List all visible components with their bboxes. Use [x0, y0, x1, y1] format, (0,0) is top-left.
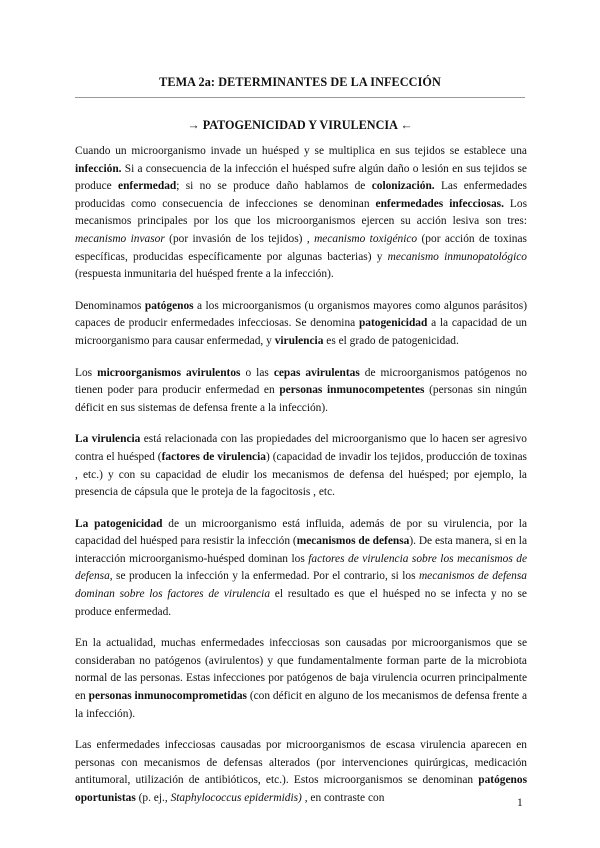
paragraph-actualidad: [75, 635, 527, 723]
term-factores-de-virulencia: factores de virulencia: [161, 450, 266, 463]
text-run: ; si no se produce daño hablamos de: [176, 180, 372, 193]
title-divider: [75, 97, 525, 98]
text-run: En la actualidad, muchas enfermedades infecciosas son causadas por microorganismos que se consideraban no patógenos (avirulentos) y que fundamentalmente forman parte de la microbiota normal de las personas. Estas infecciones por patógenos de baja virulencia ocurren principalmente en: [75, 637, 527, 703]
term-infeccion: infección.: [75, 162, 122, 175]
page-number: 1: [517, 797, 523, 809]
text-run: (respuesta inmunitaria del huésped frente a la infección).: [75, 268, 334, 281]
italic-phrase: mecanismos de defensa dominan sobre los factores de virulencia: [75, 570, 527, 601]
paragraph-infeccion: [75, 143, 527, 284]
text-run: (por invasión de los tejidos) ,: [164, 232, 315, 245]
term-mecanismos-de-defensa: mecanismos de defensa: [296, 535, 410, 548]
term-cepas-avirulentas: cepas avirulentas: [273, 366, 360, 379]
text-run: a la capacidad de un microorganismo para causar enfermedad, y: [75, 317, 527, 347]
document-title: TEMA 2a: DETERMINANTES DE LA INFECCIÓN: [159, 75, 441, 89]
text-run: o las: [240, 366, 274, 379]
term-mecanismo-toxigenico: mecanismo toxigénico: [314, 232, 418, 245]
text-run: (p. ej.,: [135, 792, 171, 804]
term-patogenos: patógenos: [144, 299, 194, 312]
term-enfermedad: enfermedad: [118, 180, 177, 193]
text-run: ). De esta manera, si en la interacción microorganismo-huésped dominan los: [75, 535, 527, 565]
text-run: , en contraste con: [301, 792, 385, 804]
text-run: Las enfermedades producidas como consecuencia de infecciones se denominan: [75, 180, 527, 210]
text-run: es el grado de patogenicidad.: [323, 334, 459, 347]
text-run: Los: [75, 366, 98, 379]
paragraph-oportunistas: [75, 737, 527, 807]
term-la-patogenicidad: La patogenicidad: [75, 517, 163, 530]
text-run: Cuando un microorganismo invade un huésped y se multiplica en sus tejidos se establece una: [75, 145, 527, 157]
section-heading: → PATOGENICIDAD Y VIRULENCIA ←: [187, 118, 413, 132]
term-virulencia: virulencia: [274, 334, 324, 347]
text-run: Si a consecuencia de la infección el huésped sufre algún daño o lesión en sus tejidos se produce: [75, 162, 527, 193]
paragraph-virulencia: [75, 431, 527, 501]
term-personas-inmunocompetentes: personas inmunocompetentes: [279, 384, 425, 397]
term-enfermedades-infecciosas: enfermedades infecciosas.: [375, 197, 504, 210]
paragraph-patogenicidad: [75, 516, 527, 622]
term-patogenos-oportunistas: patógenos oportunistas: [75, 774, 527, 804]
text-run: Denominamos: [75, 299, 145, 312]
text-run: ) (capacidad de invadir los tejidos, producción de toxinas , etc.) y con su capacidad de eludir los mecanismos de defensa del huésped; por ejemplo, la presencia de cápsula que le proteja de la fagocitosis , etc.: [75, 450, 527, 499]
term-colonizacion: colonización.: [371, 180, 435, 193]
term-mecanismo-invasor: mecanismo invasor: [75, 232, 165, 245]
term-personas-inmunocomprometidas: personas inmunocomprometidas: [88, 690, 247, 703]
text-run: está relacionada con las propiedades del microorganismo que lo hacen ser agresivo contra el huésped (: [75, 433, 527, 463]
document-body: [75, 143, 527, 822]
paragraph-avirulentos: [75, 365, 527, 418]
text-run: Los mecanismos principales por los que los microorganismos ejercen su acción lesiva son tres:: [75, 197, 527, 228]
species-name: Staphylococcus epidermidis): [170, 792, 302, 804]
term-la-virulencia: La virulencia: [75, 433, 141, 446]
text-run: a los microorganismos (u organismos mayores como algunos parásitos) capaces de producir enfermedades infecciosas. Se denomina: [75, 299, 527, 330]
text-run: de microorganismos patógenos no tienen poder para producir enfermedad en: [75, 366, 528, 397]
text-run: , se producen la infección y la enfermedad. Por el contrario, si los: [109, 570, 419, 583]
text-run: el resultado es que el huésped no se infecta y no se produce enfermedad.: [75, 588, 527, 618]
text-run: (con déficit en alguno de los mecanismos de defensa frente a la infección).: [75, 690, 527, 720]
term-patogenicidad: patogenicidad: [358, 317, 428, 330]
term-microorganismos-avirulentos: microorganismos avirulentos: [97, 366, 241, 379]
paragraph-patogenos: [75, 298, 527, 351]
term-mecanismo-inmunopatologico: mecanismo inmunopatológico: [387, 250, 527, 263]
text-run: (por acción de toxinas específicas, producidas específicamente por algunas bacterias) y: [75, 232, 527, 263]
text-run: Las enfermedades infecciosas causadas por microorganismos de escasa virulencia aparecen en personas con mecanismos de defensas alterados (por intervenciones quirúrgicas, medicación antitumoral, utilización de antibióticos, etc.). Estos microorganismos se denominan: [75, 739, 527, 787]
italic-phrase: factores de virulencia sobre los mecanismos de defensa: [75, 552, 527, 583]
text-run: de un microorganismo está influida, además de por su virulencia, por la capacidad del huésped para resistir la infección (: [75, 517, 527, 548]
text-run: (personas sin ningún déficit en sus sistemas de defensa frente a la infección).: [75, 384, 527, 414]
